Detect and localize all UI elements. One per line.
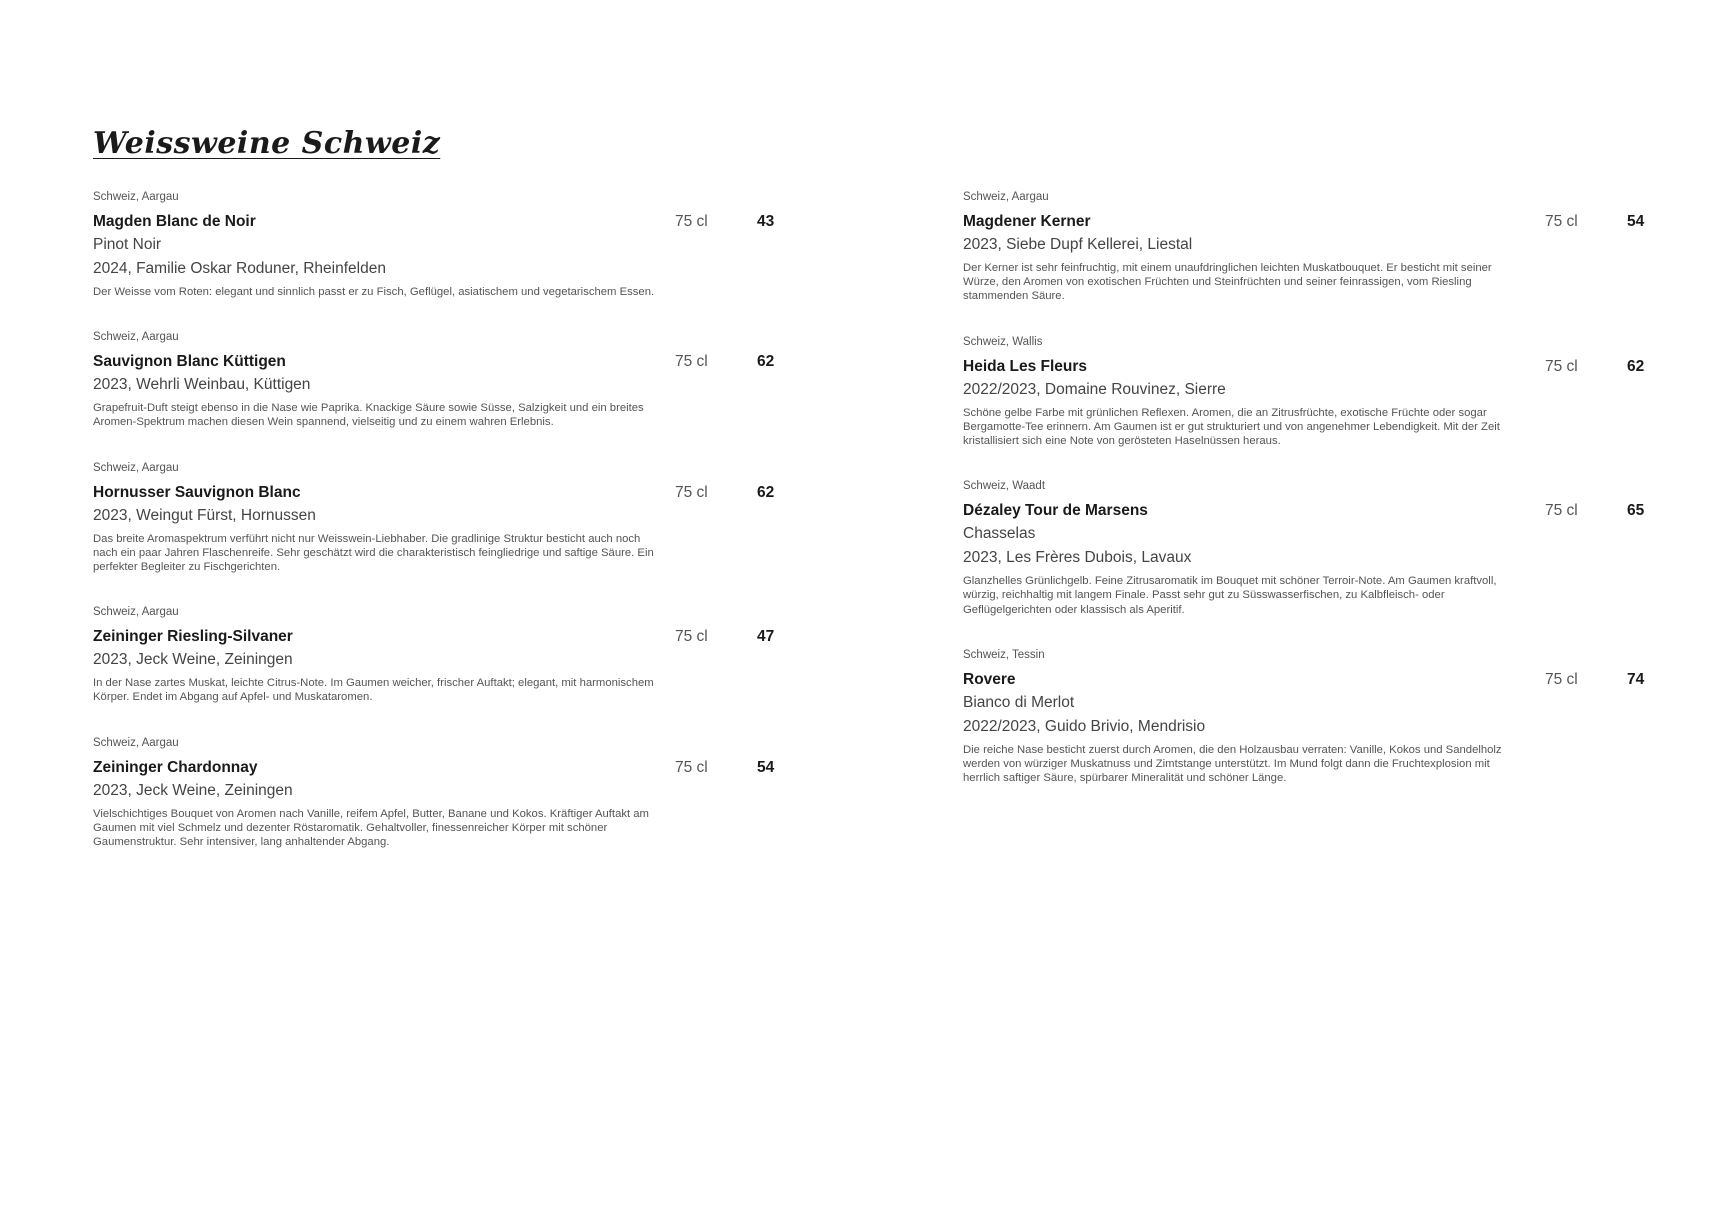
wine-price: 62 [757,483,775,501]
wine-volume: 75 cl [675,213,708,230]
wine-name: Zeininger Riesling-Silvaner [93,628,293,646]
wine-volume: 75 cl [1545,357,1578,375]
wine-name: Magden Blanc de Noir [93,213,256,230]
wine-vintage-producer: 2023, Weingut Fürst, Hornussen [93,506,316,524]
wine-volume: 75 cl [1545,213,1578,230]
wine-vintage-producer: 2023, Jeck Weine, Zeiningen [93,781,293,799]
wine-region: Schweiz, Wallis [963,335,1043,348]
wine-item-sauvignon-blanc-kuettigen [93,330,786,429]
wine-item-rovere [963,648,1656,786]
wine-region: Schweiz, Tessin [963,648,1045,661]
wine-vintage-producer: 2022/2023, Domaine Rouvinez, Sierre [963,380,1226,398]
wine-vintage-producer: 2023, Jeck Weine, Zeiningen [93,651,293,669]
wine-description: In der Nase zartes Muskat, leichte Citrus-Note. Im Gaumen weicher, frischer Auftakt; elegant, mit harmonischem Körper. Endet im Abgang auf Apfel- und Muskataromen. [93,677,654,704]
wine-name: Heida Les Fleurs [963,357,1088,375]
wine-description: Schöne gelbe Farbe mit grünlichen Reflexen. Aromen, die an Zitrusfrüchte, exotische Früchte oder sogar Bergamotte-Tee erinnern. Am Gaumen ist er gut strukturiert und von angenehmer Lebendigkeit. Mit der Zeit kristallisiert sich eine Note von gerösteten Haselnüssen heraus. [963,406,1500,448]
wine-item-zeininger-riesling-silvaner [93,605,786,704]
wine-description: Die reiche Nase besticht zuerst durch Aromen, die den Holzausbau verraten: Vanille, Kokos und Sandelholz werden von würziger Muskatnuss und Zimtstange unterstützt. Im Mund folgt dann die Fruchtexplosion mit herrlich saftiger Säure, spürbarer Mineralität und schöner Länge. [963,743,1502,785]
wine-price: 74 [1627,670,1645,688]
wine-list-left [93,190,786,880]
wine-vintage-producer: 2024, Familie Oskar Roduner, Rheinfelden [93,260,386,277]
wine-region: Schweiz, Aargau [93,736,179,749]
wine-price: 43 [757,213,775,230]
wine-vintage-producer: 2023, Siebe Dupf Kellerei, Liestal [963,236,1193,253]
wine-grape: Chasselas [963,525,1036,543]
wine-description: Vielschichtiges Bouquet von Aromen nach Vanille, reifem Apfel, Butter, Banane und Kokos. Kräftiger Auftakt am Gaumen mit viel Schmelz und dezenter Röstaromatik. Gehaltvoller, finessenreicher Körper mit schöner Gaumenstruktur. Sehr intensiver, lang anhaltender Abgang. [93,807,649,849]
wine-name: Magdener Kerner [963,213,1091,230]
wine-name: Hornusser Sauvignon Blanc [93,483,301,501]
wine-region: Schweiz, Aargau [963,191,1049,203]
wine-name: Zeininger Chardonnay [93,758,258,776]
wine-vintage-producer: 2023, Les Frères Dubois, Lavaux [963,549,1192,567]
wine-volume: 75 cl [1545,670,1578,688]
wine-region: Schweiz, Waadt [963,480,1046,493]
wine-vintage-producer: 2022/2023, Guido Brivio, Mendrisio [963,717,1206,735]
wine-price: 65 [1627,502,1645,520]
wine-region: Schweiz, Aargau [93,461,179,474]
wine-description: Das breite Aromaspektrum verführt nicht nur Weisswein-Liebhaber. Die gradlinige Struktur besticht auch noch nach ein paar Jahren Flaschenreife. Sehr geschätzt wird die charakteristisch feingliedrige und saftige Säure. Ein perfekter Begleiter zu Fischgerichten. [93,532,654,574]
wine-price: 54 [757,758,775,776]
wine-volume: 75 cl [675,758,708,776]
wine-item-zeininger-chardonnay [93,736,786,850]
wine-volume: 75 cl [675,483,708,501]
wine-name: Rovere [963,670,1016,688]
wine-region: Schweiz, Aargau [93,191,179,203]
wine-item-dezaley-tour-de-marsens [963,479,1656,617]
wine-list-right [963,190,1656,816]
wine-price: 47 [757,628,775,646]
wine-region: Schweiz, Aargau [93,606,179,619]
wine-description: Der Weisse vom Roten: elegant und sinnlich passt er zu Fisch, Geflügel, asiatischem und vegetarischem Essen. [93,286,655,298]
page-title: Weissweine Schweiz [93,126,441,161]
wine-item-magdener-kerner [963,190,1656,304]
wine-volume: 75 cl [675,628,708,646]
wine-name: Dézaley Tour de Marsens [963,502,1148,520]
wine-item-heida-les-fleurs [963,335,1656,449]
wine-item-hornusser-sauvignon-blanc [93,461,786,575]
wine-vintage-producer: 2023, Wehrli Weinbau, Küttigen [93,376,311,394]
wine-grape: Bianco di Merlot [963,693,1075,711]
wine-price: 54 [1627,213,1645,230]
wine-description: Der Kerner ist sehr feinfruchtig, mit einem unaufdringlichen leichten Muskatbouquet. Er besticht mit seiner Würze, den Aromen von exotischen Früchten und Steinfrüchten und seiner feinrassigen, vom Riesling stammenden Säure. [963,262,1492,303]
wine-name: Sauvignon Blanc Küttigen [93,353,286,371]
wine-description: Glanzhelles Grünlichgelb. Feine Zitrusaromatik im Bouquet mit schöner Terroir-Note. Am Gaumen kraftvoll, würzig, reichhaltig mit langem Finale. Passt sehr gut zu Süsswasserfischen, zu Kalbfleisch- oder Geflügelgerichten oder klassisch als Aperitif. [963,575,1497,616]
wine-description: Grapefruit-Duft steigt ebenso in die Nase wie Paprika. Knackige Säure sowie Süsse, Salzigkeit und ein breites Aromen-Spektrum machen diesen Wein spannend, vielseitig und zu einem wahren Erlebnis. [93,402,644,429]
wine-price: 62 [757,353,775,371]
wine-volume: 75 cl [675,353,708,371]
wine-grape: Pinot Noir [93,236,162,253]
wine-item-magden-blanc-de-noir [93,190,786,299]
wine-volume: 75 cl [1545,502,1578,520]
wine-region: Schweiz, Aargau [93,331,179,344]
wine-price: 62 [1627,357,1645,375]
